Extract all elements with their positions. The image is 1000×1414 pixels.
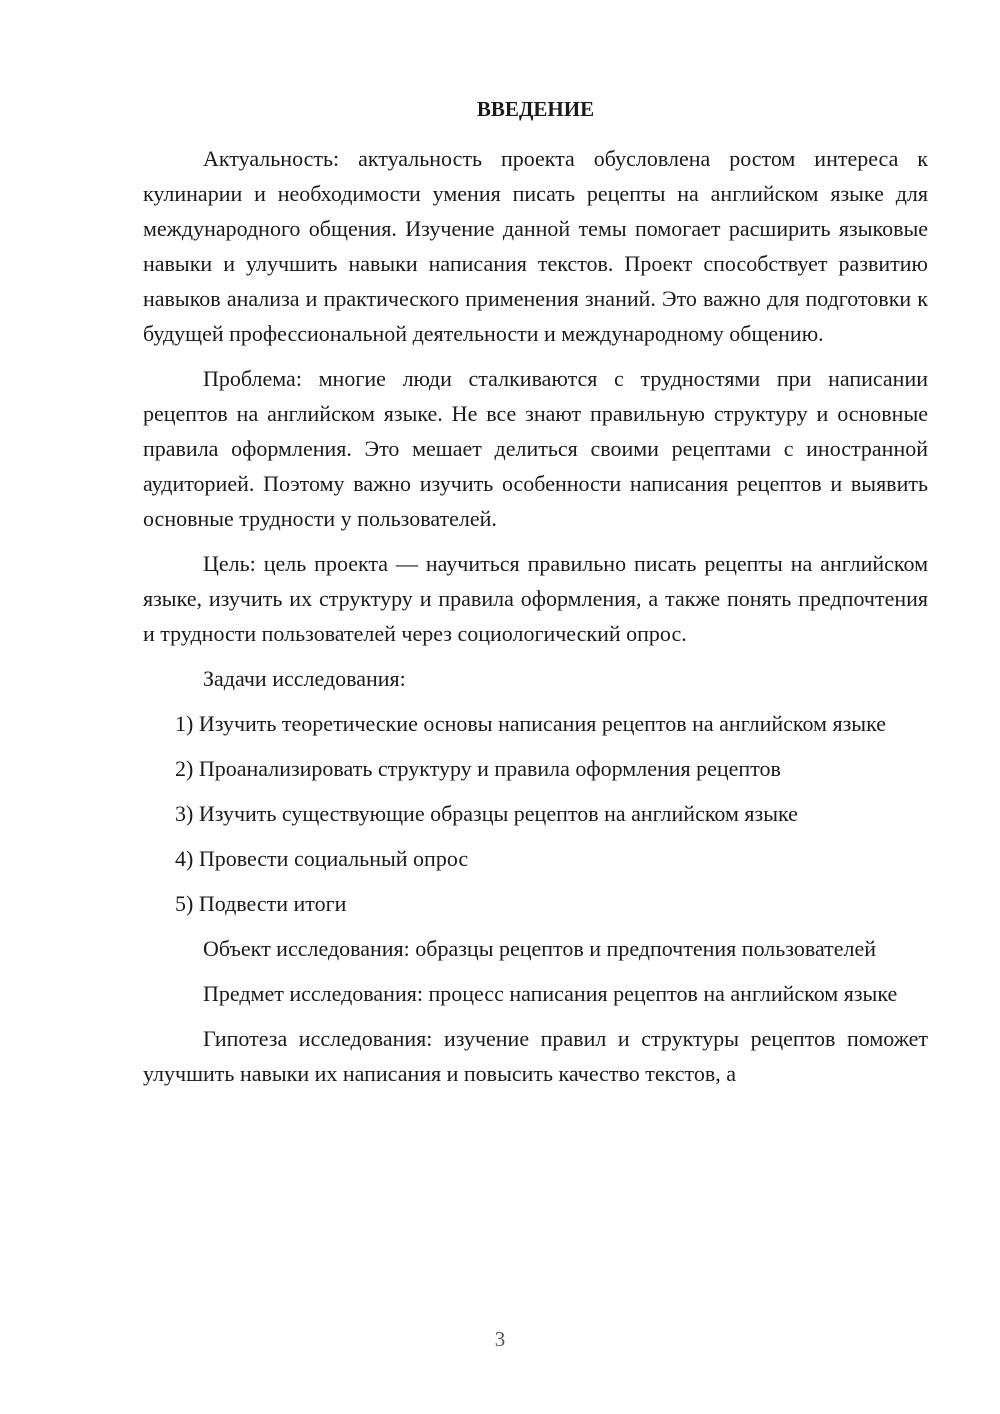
page-number: 3 [494, 1327, 506, 1351]
tasks-heading: Задачи исследования: [203, 666, 406, 691]
paragraph-hypothesis: Гипотеза исследования: изучение правил и структуры рецептов поможет улучшить навыки их написания и повысить качество текстов, а [143, 1026, 928, 1086]
task-item: 3) Изучить существующие образцы рецептов на английском языке [175, 801, 798, 826]
tasks-list [143, 706, 928, 921]
task-item: 5) Подвести итоги [175, 891, 347, 916]
task-item: 2) Проанализировать структуру и правила оформления рецептов [175, 756, 781, 781]
paragraph-problem: Проблема: многие люди сталкиваются с трудностями при написании рецептов на английском языке. Не все знают правильную структуру и основные правила оформления. Это мешает делиться своими рецептами с иностранной аудиторией. Поэтому важно изучить особенности написания рецептов и выявить основные трудности у пользователей. [143, 366, 928, 531]
task-item: 4) Провести социальный опрос [175, 846, 469, 871]
document-page [143, 92, 928, 1101]
paragraph-relevance: Актуальность: актуальность проекта обусловлена ростом интереса к кулинарии и необходимости умения писать рецепты на английском языке для международного общения. Изучение данной темы помогает расширить языковые навыки и улучшить навыки написания текстов. Проект способствует развитию навыков анализа и практического применения знаний. Это важно для подготовки к будущей профессиональной деятельности и международному общению. [143, 146, 928, 346]
task-item: 1) Изучить теоретические основы написания рецептов на английском языке [175, 711, 886, 736]
paragraph-goal: Цель: цель проекта — научиться правильно писать рецепты на английском языке, изучить их структуру и правила оформления, а также понять предпочтения и трудности пользователей через социологический опрос. [143, 551, 928, 646]
page-title: ВВЕДЕНИЕ [476, 97, 595, 121]
paragraph-subject: Предмет исследования: процесс написания рецептов на английском языке [203, 981, 898, 1006]
paragraph-object: Объект исследования: образцы рецептов и предпочтения пользователей [203, 936, 877, 961]
